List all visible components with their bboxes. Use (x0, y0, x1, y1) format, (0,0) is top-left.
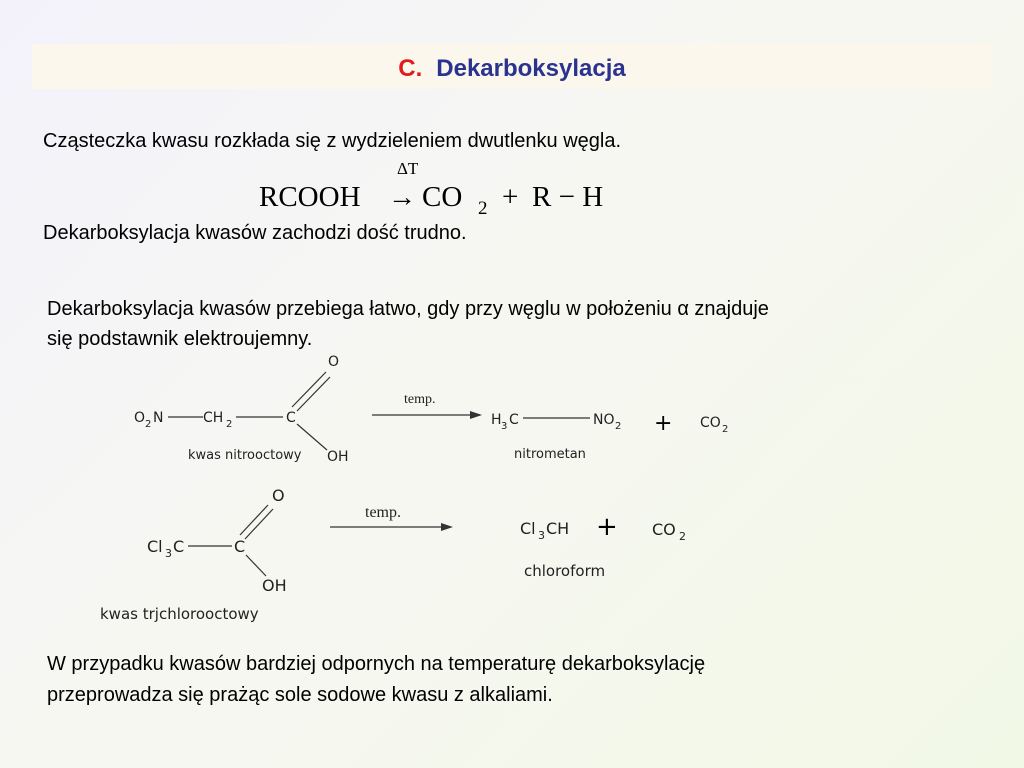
product-name: chloroform (524, 562, 606, 580)
easy-note-line2: się podstawnik elektroujemny. (47, 328, 313, 350)
condition-temp: temp. (365, 504, 401, 521)
ch2-label: CH (203, 410, 224, 426)
o2n-sub: 2 (145, 419, 152, 430)
reaction-arrow: → (388, 182, 416, 213)
oh-label: OH (262, 576, 287, 595)
double-bond-2a (240, 505, 268, 535)
ch2-sub: 2 (226, 419, 233, 430)
co2-label: CO (700, 415, 721, 431)
prod-cl: Cl (520, 519, 536, 538)
bond-c-oh (297, 424, 327, 450)
plus-sign: + (596, 512, 618, 542)
reactant-name: kwas nitrooctowy (188, 448, 302, 463)
reactant-name: kwas trjchlorooctowy (100, 605, 259, 623)
oxygen-label: O (272, 486, 285, 505)
condition-temp: temp. (404, 392, 436, 407)
arrow-head (470, 411, 482, 419)
plus-sign: + (502, 181, 519, 213)
double-bond-1b (297, 377, 330, 411)
reaction-2 (100, 486, 686, 623)
prod-no-sub: 2 (615, 421, 622, 432)
salt-note-line1: W przypadku kwasów bardziej odpornych na temperaturę dekarboksylację (47, 653, 706, 675)
reactant-formula: RCOOH (259, 181, 361, 213)
co2-sub: 2 (679, 530, 686, 543)
oh-label: OH (327, 449, 349, 465)
cl3c-cl: Cl (147, 537, 163, 556)
prod-no: NO (593, 412, 615, 428)
easy-note-line1: Dekarboksylacja kwasów przebiega łatwo, gdy przy węglu w położeniu α znajduje (47, 298, 769, 320)
plus-sign: + (654, 411, 673, 436)
salt-note-line2: przeprowadza się prażąc sole sodowe kwasu z alkaliami. (47, 684, 553, 706)
arrow-head (441, 523, 453, 531)
carbonyl-c: C (234, 537, 246, 556)
prod-h: H (491, 412, 502, 428)
prod-c: C (509, 412, 519, 428)
prod-cl-sub: 3 (538, 529, 545, 542)
bond-c-oh (246, 555, 266, 576)
co2-label: CO (652, 520, 676, 539)
double-bond-1a (292, 372, 326, 407)
condition-label: ΔT (397, 159, 419, 178)
prod-h-sub: 3 (501, 421, 508, 432)
product-name: nitrometan (514, 447, 586, 462)
co2-sub: 2 (722, 424, 729, 435)
o2n-n: N (153, 410, 164, 426)
cl3c-sub: 3 (165, 547, 172, 560)
hard-note-text: Dekarboksylacja kwasów zachodzi dość trudno. (43, 222, 467, 244)
intro-text: Cząsteczka kwasu rozkłada się z wydzieleniem dwutlenku węgla. (43, 130, 622, 152)
o2n-o: O (134, 410, 146, 426)
title-letter: C. (398, 55, 423, 82)
carbonyl-c: C (286, 410, 296, 426)
cl3c-c: C (173, 537, 185, 556)
product-rh: R − H (532, 181, 604, 213)
prod-ch: CH (546, 519, 570, 538)
product-co: CO (422, 181, 463, 213)
title-text: Dekarboksylacja (436, 55, 626, 82)
product-co-subscript: 2 (478, 198, 488, 219)
double-bond-2b (245, 509, 273, 539)
oxygen-label: O (328, 354, 340, 370)
reaction-1 (134, 354, 728, 465)
